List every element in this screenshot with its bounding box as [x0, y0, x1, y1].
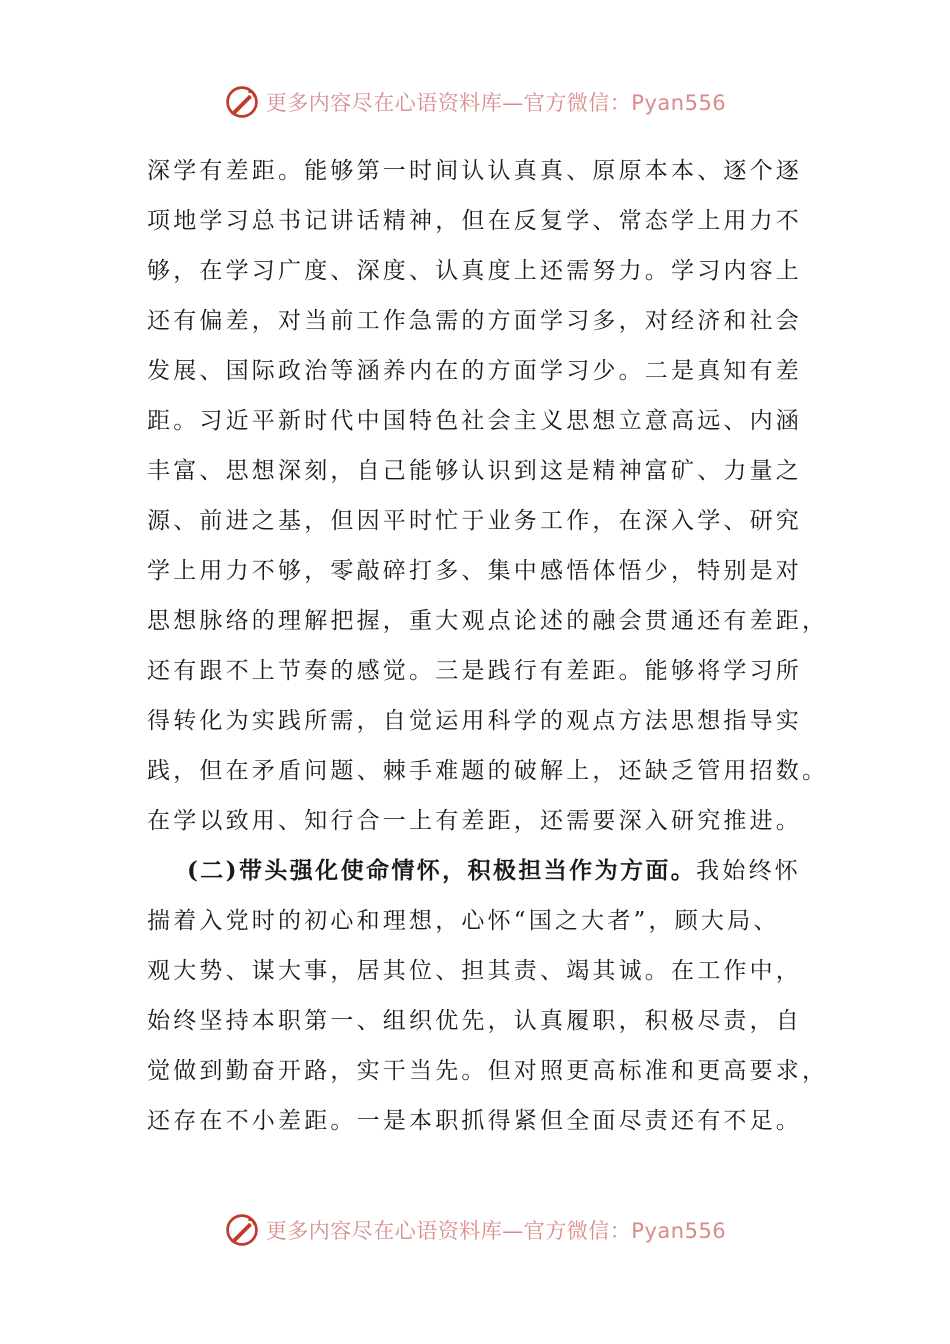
- text-line: 践，但在矛盾问题、棘手难题的破解上，还缺乏管用招数。: [147, 758, 829, 784]
- text-line: 项地学习总书记讲话精神，但在反复学、常态学上用力不: [147, 208, 802, 234]
- banner-text: 更多内容尽在心语资料库—官方微信：Pyan556: [265, 1219, 727, 1243]
- section-heading: (二)带头强化使命情怀，积极担当作为方面。: [187, 857, 697, 884]
- text-line: 还存在不小差距。一是本职抓得紧但全面尽责还有不足。: [147, 1108, 802, 1134]
- section-lead-text: 我始终怀: [696, 858, 801, 884]
- text-line: 发展、国际政治等涵养内在的方面学习少。二是真知有差: [147, 358, 802, 384]
- footer-banner: [0, 1210, 950, 1250]
- text-line: 丰富、思想深刻，自己能够认识到这是精神富矿、力量之: [147, 458, 802, 484]
- text-line: 源、前进之基，但因平时忙于业务工作，在深入学、研究: [147, 508, 802, 534]
- header-banner: [0, 82, 950, 122]
- section-heading-line: [147, 846, 807, 896]
- pen-logo-icon: [224, 1212, 260, 1248]
- text-line: 还有偏差，对当前工作急需的方面学习多，对经济和社会: [147, 308, 802, 334]
- pen-logo-icon: [224, 84, 260, 120]
- text-line: 够，在学习广度、深度、认真度上还需努力。学习内容上: [147, 258, 802, 284]
- text-line: 始终坚持本职第一、组织优先，认真履职，积极尽责，自: [147, 1008, 802, 1034]
- text-line: 学上用力不够，零敲碎打多、集中感悟体悟少，特别是对: [147, 558, 802, 584]
- document-body: [147, 146, 829, 1146]
- text-line: 得转化为实践所需，自觉运用科学的观点方法思想指导实: [147, 708, 802, 734]
- banner-text: 更多内容尽在心语资料库—官方微信：Pyan556: [265, 91, 727, 115]
- text-line: 深学有差距。能够第一时间认认真真、原原本本、逐个逐: [147, 158, 802, 184]
- text-line: 距。习近平新时代中国特色社会主义思想立意高远、内涵: [147, 408, 802, 434]
- text-line: 揣着入党时的初心和理想，心怀“国之大者”，顾大局、: [147, 908, 780, 934]
- text-line: 在学以致用、知行合一上有差距，还需要深入研究推进。: [147, 808, 802, 834]
- text-line: 觉做到勤奋开路，实干当先。但对照更高标准和更高要求，: [147, 1058, 829, 1084]
- text-line: 观大势、谋大事，居其位、担其责、竭其诚。在工作中，: [147, 958, 802, 984]
- text-line: 思想脉络的理解把握，重大观点论述的融会贯通还有差距，: [147, 608, 829, 634]
- text-line: 还有跟不上节奏的感觉。三是践行有差距。能够将学习所: [147, 658, 802, 684]
